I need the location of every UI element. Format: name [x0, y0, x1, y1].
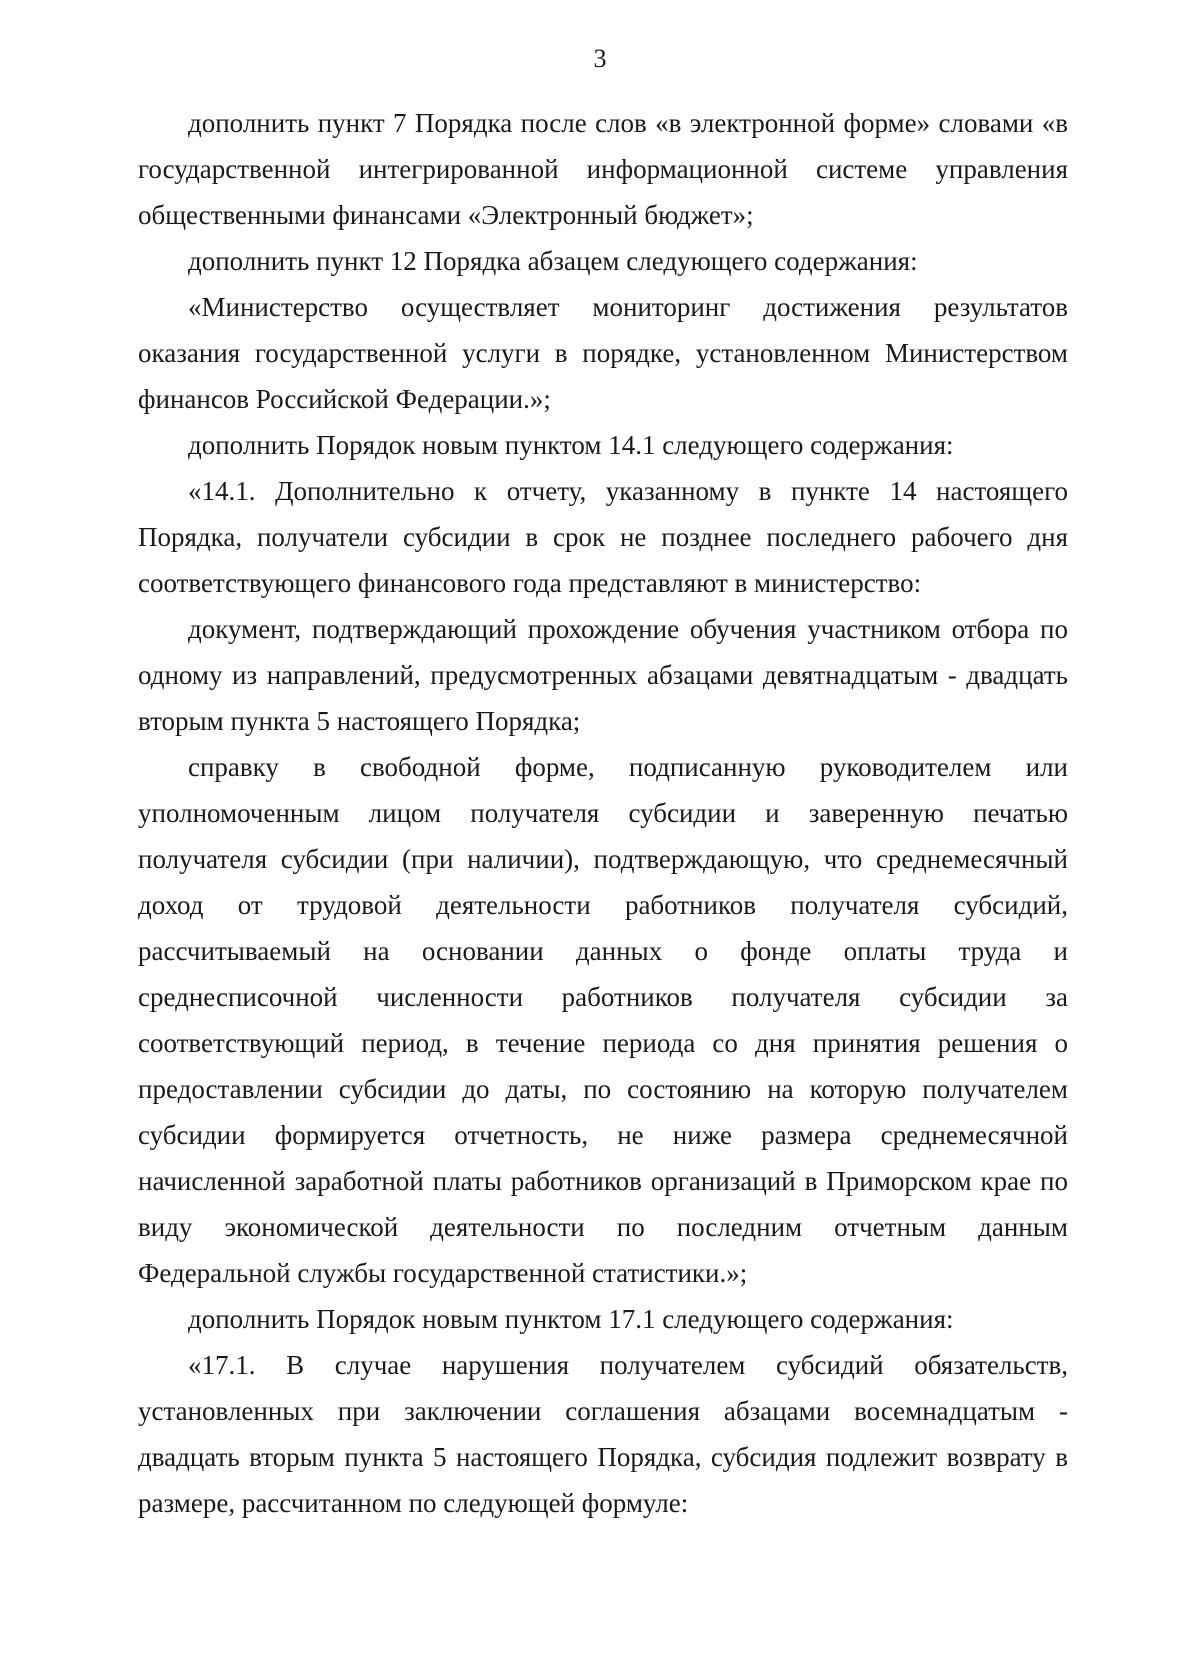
page-number: 3 — [593, 44, 607, 73]
paragraph-training-document: документ, подтверждающий прохождение обучения участником отбора по одному из направлений, предусмотренных абзацами девятнадцатым - двадцать вторым пункта 5 настоящего Порядка; — [138, 614, 1068, 736]
paragraph-amend-item-12: дополнить пункт 12 Порядка абзацем следующего содержания: — [188, 246, 918, 276]
document-body — [138, 100, 1068, 1526]
paragraph-ministry-monitoring: «Министерство осуществляет мониторинг достижения результатов оказания государственной услуги в порядке, установленном Министерством финансов Российской Федерации.»; — [138, 292, 1068, 414]
paragraph-add-item-17-1: дополнить Порядок новым пунктом 17.1 следующего содержания: — [188, 1304, 954, 1334]
paragraph-add-item-14-1: дополнить Порядок новым пунктом 14.1 следующего содержания: — [188, 430, 954, 460]
paragraph-income-certificate: справку в свободной форме, подписанную руководителем или уполномоченным лицом получателя субсидии и заверенную печатью получателя субсидии (при наличии), подтверждающую, что среднемесячный доход от трудовой деятельности работников получателя субсидий, рассчитываемый на основании данных о фонде оплаты труда и среднесписочной численности работников получателя субсидии за соответствующий период, в течение периода со дня принятия решения о предоставлении субсидии до даты, по состоянию на которую получателем субсидии формируется отчетность, не ниже размера среднемесячной начисленной заработной платы работников организаций в Приморском крае по виду экономической деятельности по последним отчетным данным Федеральной службы государственной статистики.»; — [138, 752, 1068, 1288]
paragraph-item-17-1: «17.1. В случае нарушения получателем субсидий обязательств, установленных при заключении соглашения абзацами восемнадцатым - двадцать вторым пункта 5 настоящего Порядка, субсидия подлежит возврату в размере, рассчитанном по следующей формуле: — [138, 1350, 1068, 1518]
paragraph-item-14-1: «14.1. Дополнительно к отчету, указанному в пункте 14 настоящего Порядка, получатели субсидии в срок не позднее последнего рабочего дня соответствующего финансового года представляют в министерство: — [138, 476, 1068, 598]
paragraph-amend-item-7: дополнить пункт 7 Порядка после слов «в электронной форме» словами «в государственной интегрированной информационной системе управления общественными финансами «Электронный бюджет»; — [138, 108, 1068, 230]
